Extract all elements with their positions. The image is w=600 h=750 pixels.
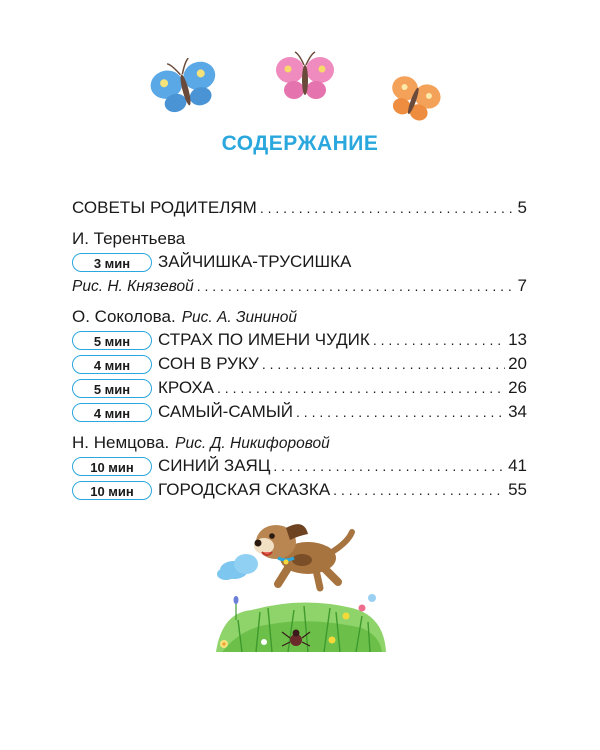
illustrator-credit: Рис. А. Зининой (181, 309, 298, 326)
page-number: 5 (517, 198, 527, 217)
toc-entry-story[interactable] (72, 376, 527, 400)
illustrator-credit: Рис. Д. Никифоровой (175, 435, 330, 452)
cloud-icon (217, 554, 258, 580)
dot-leader (217, 376, 505, 400)
dot-leader (273, 454, 505, 478)
toc-entry-intro[interactable] (72, 196, 527, 220)
section-author (72, 432, 527, 454)
dot-leader (333, 478, 505, 502)
toc-entry-story[interactable] (72, 250, 527, 274)
author-name: И. Терентьева (72, 229, 186, 248)
dot-leader (260, 196, 515, 220)
entry-title: ЗАЙЧИШКА-ТРУСИШКА (158, 252, 352, 271)
page-number: 13 (508, 330, 527, 349)
puppy-meadow-illustration (212, 512, 390, 662)
section-author (72, 306, 527, 328)
dot-leader (197, 274, 515, 298)
section-author (72, 228, 527, 250)
reading-time-badge: 5 мин (72, 331, 152, 350)
entry-title: САМЫЙ-САМЫЙ (158, 402, 294, 421)
page-number: 34 (508, 402, 527, 421)
butterfly-pink-icon (274, 50, 336, 106)
illustrator-credit: Рис. Н. Князевой (72, 278, 194, 295)
toc-entry-story[interactable] (72, 478, 527, 502)
author-name: О. Соколова. (72, 307, 176, 326)
butterfly-orange-icon (386, 74, 442, 124)
entry-title: СОВЕТЫ РОДИТЕЛЯМ (72, 198, 257, 217)
reading-time-badge: 4 мин (72, 355, 152, 374)
page-number: 20 (508, 354, 527, 373)
butterflies-decoration (0, 0, 600, 130)
dot-leader (373, 328, 505, 352)
toc-entry-story[interactable] (72, 328, 527, 352)
reading-time-badge: 5 мин (72, 379, 152, 398)
butterfly-blue-icon (150, 58, 220, 118)
page-number: 41 (508, 456, 527, 475)
author-name: Н. Немцова. (72, 433, 170, 452)
reading-time-badge: 4 мин (72, 403, 152, 422)
toc-entry-story[interactable] (72, 352, 527, 376)
page-number: 55 (508, 480, 527, 499)
dot-leader (296, 400, 505, 424)
entry-title: СТРАХ ПО ИМЕНИ ЧУДИК (158, 330, 370, 349)
entry-title: КРОХА (158, 378, 215, 397)
reading-time-badge: 10 мин (72, 457, 152, 476)
page-number: 26 (508, 378, 527, 397)
table-of-contents (72, 196, 527, 502)
toc-entry-illustrator[interactable] (72, 274, 527, 298)
entry-title: ГОРОДСКАЯ СКАЗКА (158, 480, 331, 499)
entry-title: СИНИЙ ЗАЯЦ (158, 456, 271, 475)
reading-time-badge: 3 мин (72, 253, 152, 272)
reading-time-badge: 10 мин (72, 481, 152, 500)
entry-title: СОН В РУКУ (158, 354, 259, 373)
puppy-icon (254, 524, 352, 588)
page-number: 7 (517, 276, 527, 295)
dot-leader (262, 352, 505, 376)
toc-entry-story[interactable] (72, 400, 527, 424)
page-title: СОДЕРЖАНИЕ (221, 132, 379, 155)
toc-entry-story[interactable] (72, 454, 527, 478)
